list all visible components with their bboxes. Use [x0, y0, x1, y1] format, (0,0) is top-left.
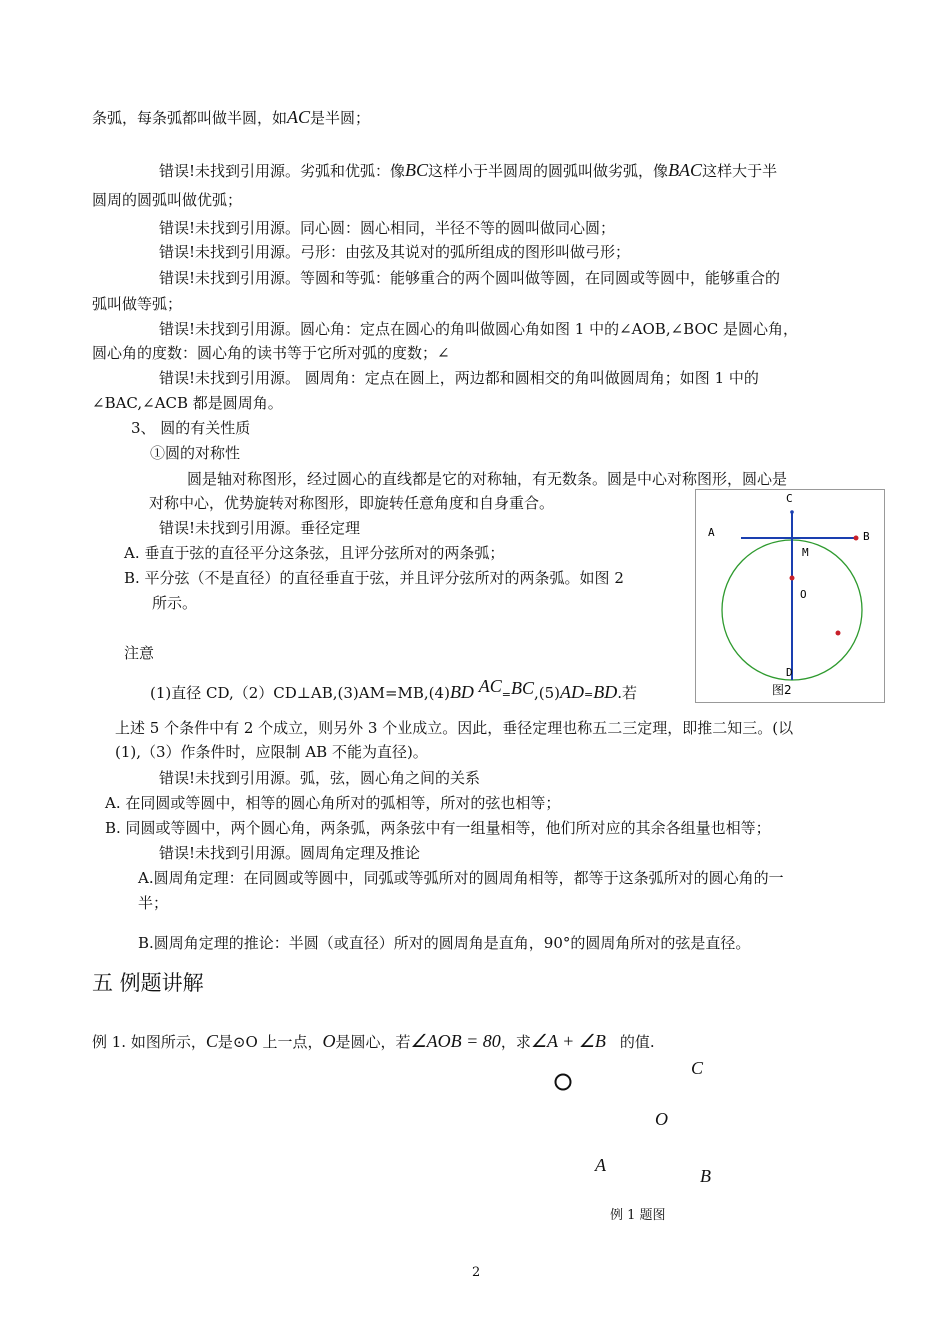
line-6: 错误!未找到引用源。等圆和等弧：能够重合的两个圆叫做等圆，在同圆或等圆中，能够重合的 [159, 269, 781, 287]
line-5: 错误!未找到引用源。弓形：由弦及其说对的弧所组成的图形叫做弓形； [159, 243, 631, 261]
figure-2 [695, 489, 885, 703]
line-8: 错误!未找到引用源。圆心角：定点在圆心的角叫做圆心角如图 1 中的∠AOB,∠BOC 是圆心角， [159, 320, 799, 338]
point-o [790, 576, 795, 581]
point-extra [836, 631, 841, 636]
text: 错误!未找到引用源。劣弧和优弧：像 [159, 162, 406, 180]
text: = [583, 688, 594, 701]
label-b: B [863, 530, 870, 543]
point-c [790, 510, 794, 514]
line-20: 注意 [124, 644, 155, 662]
text: 是圆心，若 [335, 1033, 411, 1051]
math-var: AC [287, 107, 311, 127]
label-o: O [800, 588, 807, 601]
label-m: M [802, 546, 809, 559]
section-title: 五 例题讲解 [92, 971, 204, 995]
figure-2-caption: 图2 [772, 683, 792, 697]
line-13: ①圆的对称性 [150, 444, 241, 462]
text: ，求 [500, 1033, 531, 1051]
math-var: BC [510, 678, 534, 698]
label-o: O [655, 1109, 668, 1129]
line-24: 错误!未找到引用源。弧，弦，圆心角之间的关系 [159, 769, 481, 787]
label-a: A [595, 1155, 606, 1175]
text: 是⊙O 上一点， [217, 1033, 323, 1051]
line-26: B. 同圆或等圆中，两个圆心角，两条弧，两条弦中有一组量相等，他们所对应的其余各组量也相等； [105, 819, 771, 837]
label-d: D [786, 666, 793, 679]
line-3: 圆周的圆弧叫做优弧； [92, 191, 243, 209]
label-c: C [786, 492, 793, 505]
label-b: B [700, 1166, 711, 1186]
math-var: BD [593, 682, 618, 702]
line-30: B.圆周角定理的推论：半圆（或直径）所对的圆周角是直角，90°的圆周角所对的弦是直径。 [138, 934, 751, 952]
math-formula: ∠AOB = 80 [410, 1031, 501, 1051]
line-27: 错误!未找到引用源。圆周角定理及推论 [159, 844, 421, 862]
example-1-statement [92, 1031, 655, 1052]
text: 是半圆； [310, 109, 371, 127]
line-1 [92, 107, 370, 128]
line-2 [159, 160, 777, 181]
text: .若 [617, 684, 637, 702]
label-a: A [708, 526, 715, 539]
line-25: A. 在同圆或等圆中，相等的圆心角所对的弧相等，所对的弦也相等； [105, 794, 561, 812]
math-var: O [322, 1031, 336, 1051]
text: ,(5) [533, 684, 560, 702]
line-14: 圆是轴对称图形，经过圆心的直线都是它的对称轴，有无数条。圆是中心对称图形，圆心是 [187, 470, 788, 488]
line-12: 3、 圆的有关性质 [131, 419, 251, 437]
math-var: BAC [668, 160, 703, 180]
line-16: 错误!未找到引用源。垂径定理 [159, 519, 361, 537]
math-var: C [205, 1031, 218, 1051]
text: 的值. [619, 1033, 655, 1051]
text: 例 1. 如图所示， [92, 1033, 206, 1051]
line-23: (1),（3）作条件时，应限制 AB 不能为直径)。 [115, 743, 428, 761]
math-var: BC [405, 160, 429, 180]
line-7: 弧叫做等弧； [92, 295, 183, 313]
circle-symbol-icon [552, 1071, 574, 1093]
point-b [854, 536, 859, 541]
text: 这样小于半圆周的圆弧叫做劣弧，像 [428, 162, 669, 180]
math-var: AD [559, 682, 584, 702]
text: 条弧，每条弧都叫做半圆，如 [92, 109, 288, 127]
page-number: 2 [472, 1265, 481, 1280]
text: = [501, 688, 511, 701]
line-11: ∠BAC,∠ACB 都是圆周角。 [92, 394, 283, 412]
line-18: B. 平分弦（不是直径）的直径垂直于弦，并且评分弦所对的两条弧。如图 2 [124, 569, 624, 587]
text: 这样大于半 [702, 162, 778, 180]
line-22: 上述 5 个条件中有 2 个成立，则另外 3 个业成立。因此，垂径定理也称五二三定理，即推二知三。(以 [115, 719, 794, 737]
line-29: 半； [138, 894, 169, 912]
line-19: 所示。 [152, 594, 198, 612]
line-9: 圆心角的度数：圆心角的读书等于它所对弧的度数；∠ [92, 344, 450, 362]
math-var: AC [478, 676, 502, 696]
figure-2-svg [696, 490, 884, 702]
line-21 [150, 676, 637, 705]
math-var: BD [449, 682, 474, 702]
line-10: 错误!未找到引用源。 圆周角：定点在圆上，两边都和圆相交的角叫做圆周角；如图 1 中的 [159, 369, 759, 387]
example-figure-caption: 例 1 题图 [610, 1208, 666, 1223]
line-28: A.圆周角定理：在同圆或等圆中，同弧或等弧所对的圆周角相等，都等于这条弧所对的圆心角的一 [138, 869, 784, 887]
line-15: 对称中心，优势旋转对称图形，即旋转任意角度和自身重合。 [149, 494, 555, 512]
line-17: A. 垂直于弦的直径平分这条弦，且评分弦所对的两条弧； [124, 544, 505, 562]
text: (1)直径 CD,（2）CD⊥AB,(3)AM=MB,(4) [150, 684, 450, 702]
math-formula: ∠A + ∠B [530, 1031, 606, 1051]
line-4: 错误!未找到引用源。同心圆：圆心相同，半径不等的圆叫做同心圆； [159, 219, 616, 237]
label-c: C [691, 1058, 704, 1078]
